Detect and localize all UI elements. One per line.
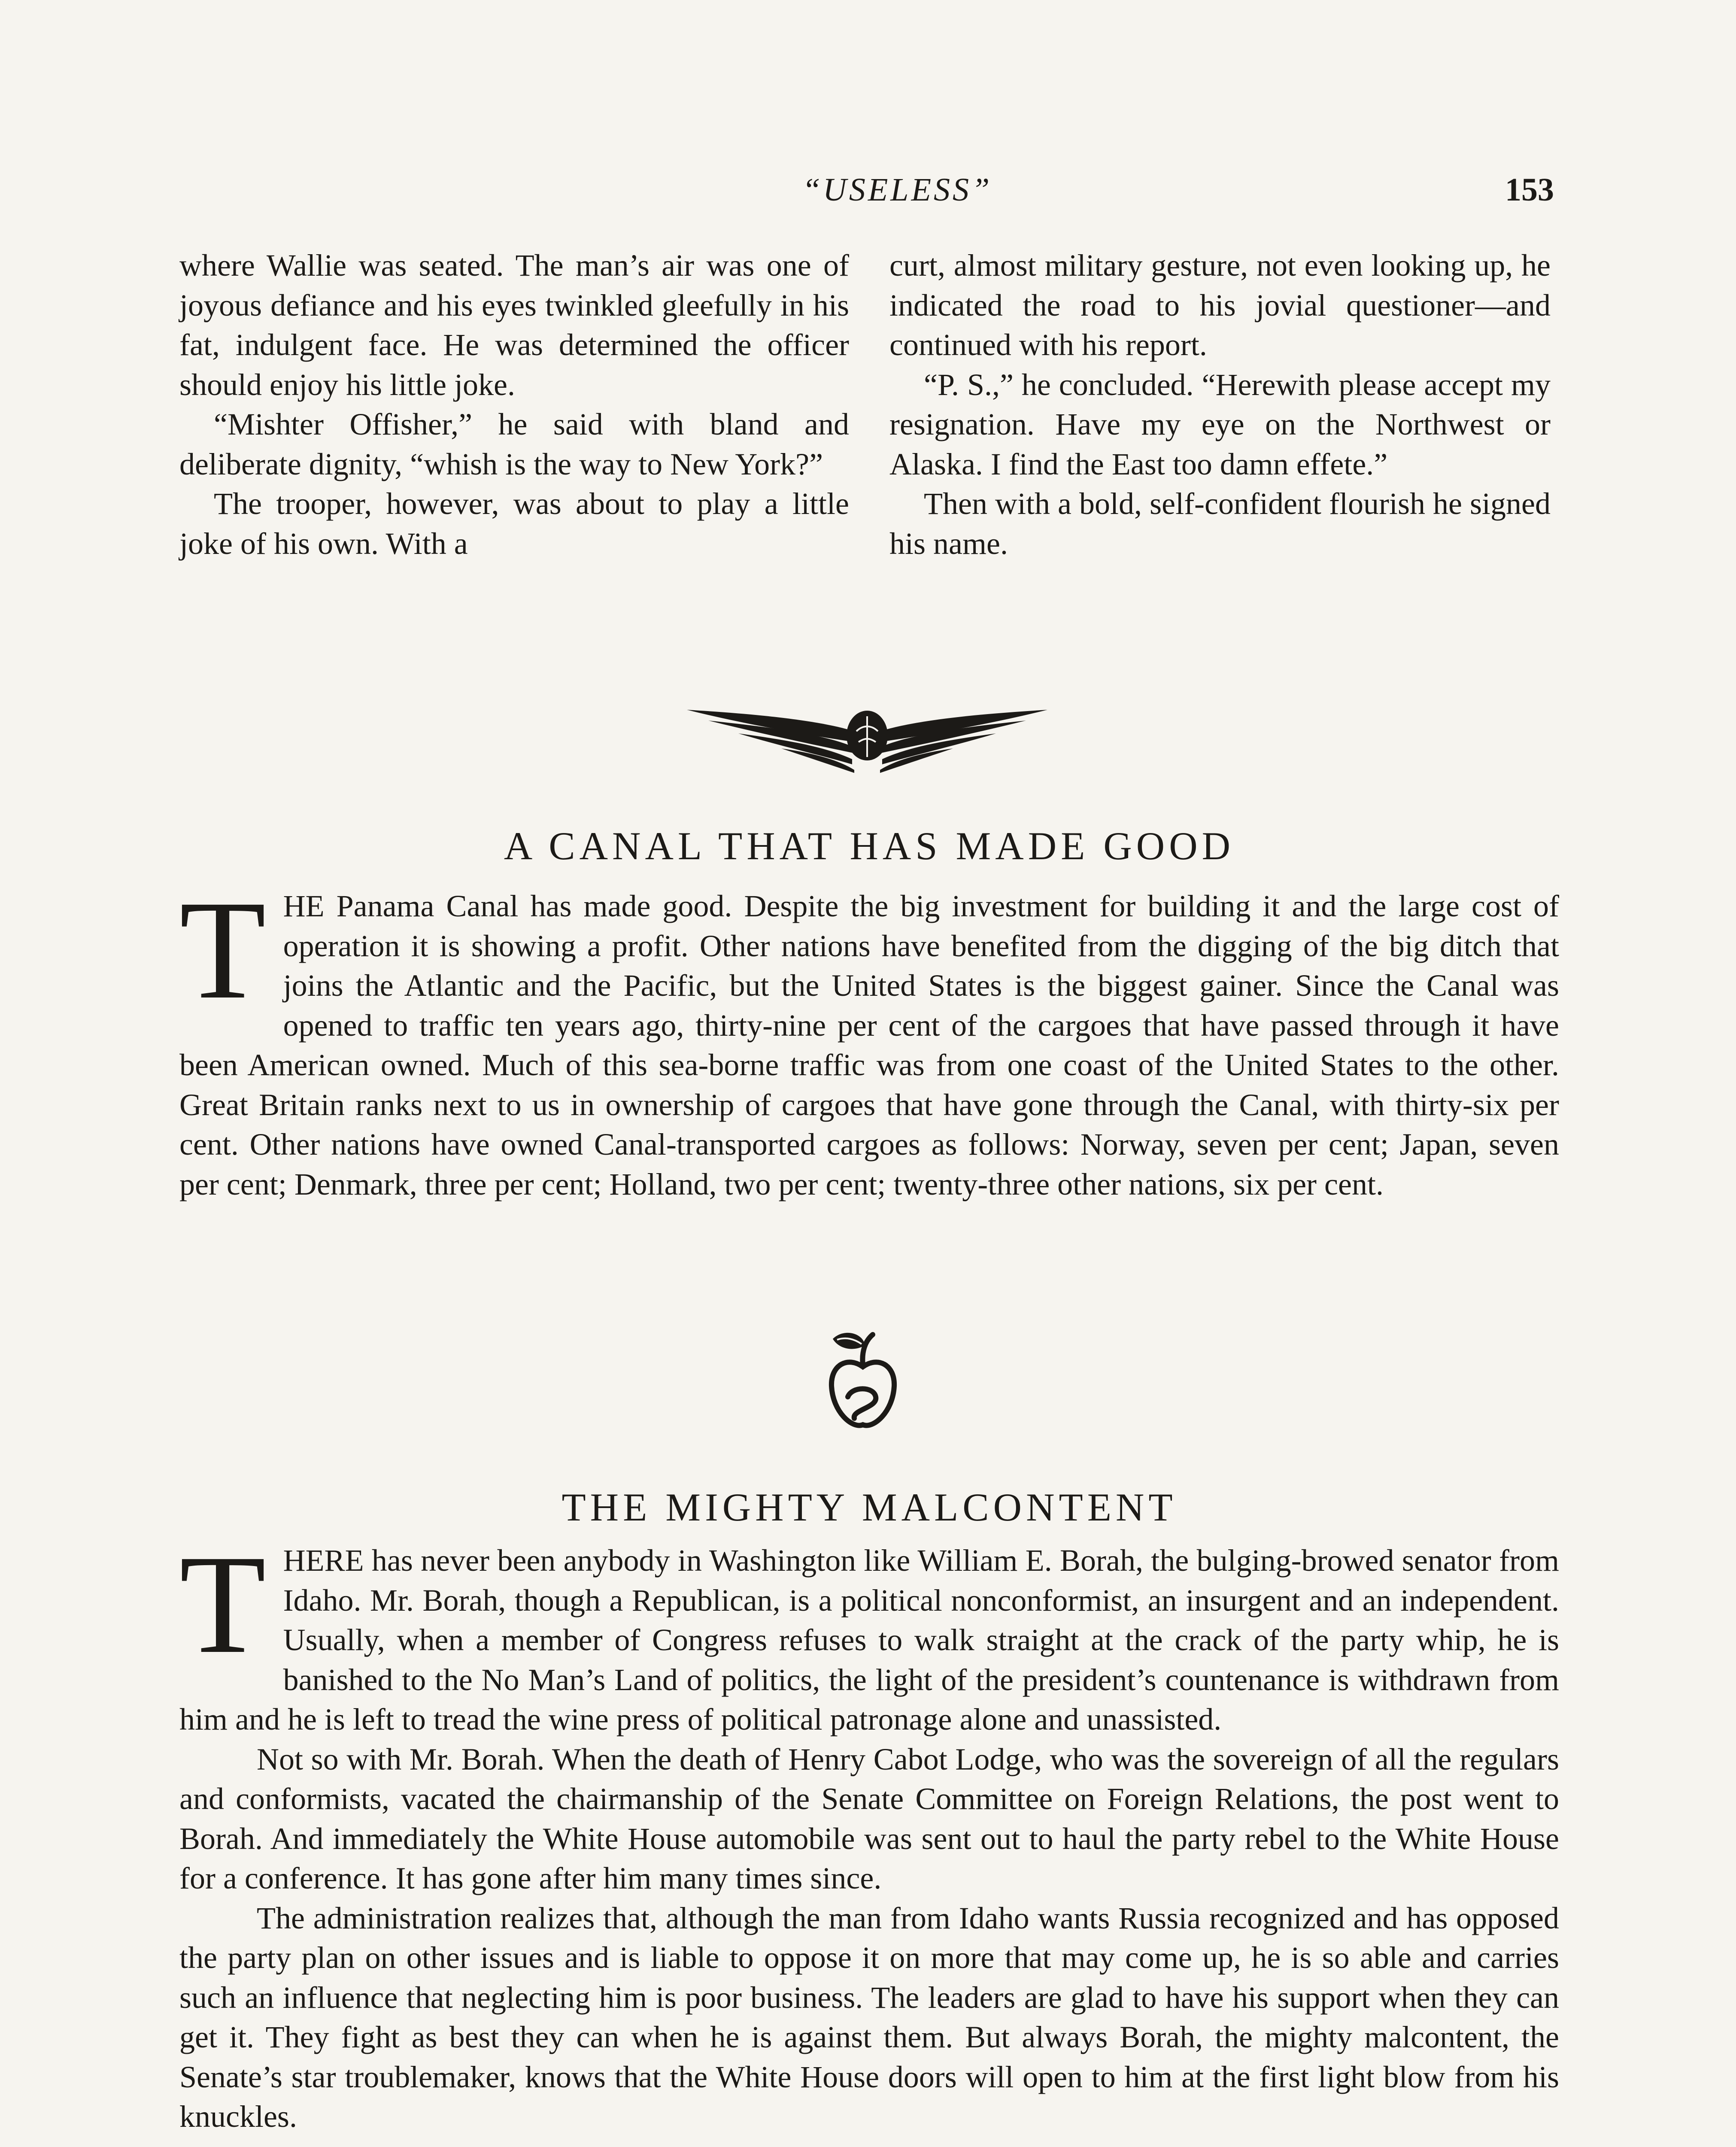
story-left-column (179, 246, 849, 563)
drop-cap: T (179, 872, 266, 1028)
story-paragraph: “Mishter Offisher,” he said with bland and deliberate dignity, “whish is the way to New York?” (179, 407, 849, 481)
story-paragraph: Then with a bold, self-confident flourish he signed his name. (889, 487, 1551, 561)
story-right-column (889, 246, 1551, 563)
story-paragraph: The trooper, however, was about to play a little joke of his own. With a (179, 487, 849, 561)
article-paragraph: HERE has never been anybody in Washington like William E. Borah, the bulging-browed senator from Idaho. Mr. Borah, though a Republican, is a political nonconformist, an insurgent and an independent. Usually, when a member of Congress refuses to walk straight at the crack of the party whip, he is banished to the No Man’s Land of politics, the light of the president’s countenance is withdrawn from him and he is left to tread the wine press of political patronage alone and unassisted. (179, 1543, 1559, 1736)
article-paragraph: Not so with Mr. Borah. When the death of Henry Cabot Lodge, who was the sovereign of all the regulars and conformists, vacated the chairmanship of the Senate Committee on Foreign Relations, the post went to Borah. And immediately the White House automobile was sent out to haul the party rebel to the White House for a conference. It has gone after him many times since. (179, 1742, 1559, 1895)
running-head: “USELESS” (802, 172, 992, 208)
article-paragraph: The administration realizes that, although the man from Idaho wants Russia recognized and has opposed the party plan on other issues and is liable to oppose it on more that may come up, he is so able and carries such an influence that neglecting him is poor business. The leaders are glad to have his support when they can get it. They fight as best they can when he is against them. But always Borah, the mighty malcontent, the Senate’s star troublemaker, knows that the White House doors will open to him at the first light blow from his knuckles. (179, 1901, 1559, 2134)
page-number: 153 (1505, 172, 1554, 208)
apple-ornament-icon (822, 1322, 904, 1438)
canal-article-body (179, 872, 1559, 1204)
canal-article-title: A CANAL THAT HAS MADE GOOD (504, 824, 1235, 868)
article-paragraph: HE Panama Canal has made good. Despite the big investment for building it and the large cost of operation it is showing a profit. Other nations have benefited from the digging of the big ditch that joins the Atlantic and the Pacific, but the United States is the biggest gainer. Since the Canal was opened to traffic ten years ago, thirty-nine per cent of the cargoes that have passed through it have been American owned. Much of this sea-borne traffic was from one coast of the United States to the other. Great Britain ranks next to us in ownership of cargoes that have gone through the Canal, with thirty-six per cent. Other nations have owned Canal-transported cargoes as follows: Norway, seven per cent; Japan, seven per cent; Denmark, three per cent; Holland, two per cent; twenty-three other nations, six per cent. (179, 889, 1559, 1201)
borah-article-title: THE MIGHTY MALCONTENT (561, 1485, 1177, 1529)
winged-ornament-icon (683, 690, 1052, 776)
drop-cap: T (179, 1526, 266, 1683)
story-paragraph: “P. S.,” he concluded. “Herewith please accept my resignation. Have my eye on the Northwest or Alaska. I find the East too damn effete.” (889, 367, 1551, 481)
story-paragraph: where Wallie was seated. The man’s air was one of joyous defiance and his eyes twinkled gleefully in his fat, indulgent face. He was determined the officer should enjoy his little joke. (179, 248, 849, 402)
borah-article-body (179, 1526, 1559, 2137)
story-paragraph: curt, almost military gesture, not even looking up, he indicated the road to his jovial questioner—and continued with his report. (889, 248, 1551, 362)
